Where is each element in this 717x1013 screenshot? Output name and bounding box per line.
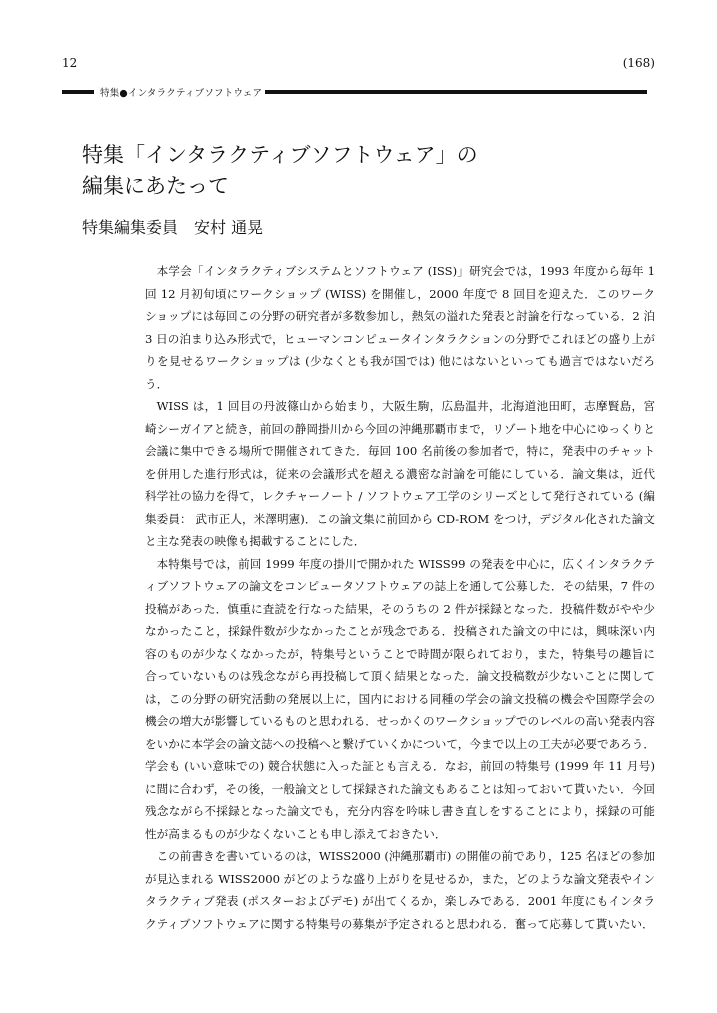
section-label: 特集●インタラクティブソフトウェア [100,88,263,99]
paragraph: WISS は，1 回目の丹波篠山から始まり，大阪生駒，広島温井，北海道池田町，志摩賢島，宮崎シーガイアと続き，前回の静岡掛川から今回の沖縄那覇市まで，リゾート地を中心にゆっくりと会議に集中できる場所で開催されてきた．毎回 100 名前後の参加者で，特に，発表中のチャットを併用した進行形式は，従来の会議形式を超える濃密な討論を可能にしている．論文集は，近代科学社の協力を得て，レクチャーノート / ソフトウェア工学のシリーズとして発行されている (編集委員： 武市正人，米澤明憲)．この論文集に前回から CD-ROM をつけ，デジタル化された論文と主な発表の映像も掲載することにした． [145,399,655,548]
author-role: 特集編集委員 [82,218,179,237]
page-reference: (168) [622,56,655,70]
header-rule-left [62,90,94,94]
paragraph: 本特集号では，前回 1999 年度の掛川で開かれた WISS99 の発表を中心に，広くインタラクティブソフトウェアの論文をコンピュータソフトウェアの誌上を通して公募した．その結果，7 件の投稿があった．慎重に査読を行なった結果，そのうちの 2 件が採録となった．投稿件数がやや少なかったこと，採録件数が少なかったことが残念である．投稿された論文の中には，興味深い内容のものが少なくなかったが，特集号ということで時間が限られており，また，特集号の趣旨に合っていないものは残念ながら再投稿して頂く結果となった．論文投稿数が少ないことに関しては，この分野の研究活動の発展以上に，国内における同種の学会の論文投稿の機会や国際学会の機会の増大が影響しているものと思われる．せっかくのワークショップでのレベルの高い発表内容をいかに本学会の論文誌への投稿へと繋げていくかについて，今まで以上の工夫が必要であろう．学会も (いい意味での) 競合状態に入った証とも言える．なお，前回の特集号 (1999 年 11 月号) に間に合わず，その後，一般論文として採録された論文もあることは知っておいて貰いたい．今回残念ながら不採録となった論文でも，充分内容を吟味し書き直しをすることにより，採録の可能性が高まるものが少なくないことも申し添えておきたい． [145,556,656,841]
author-name: 安村 通晃 [194,218,264,237]
paragraph: 本学会「インタラクティブシステムとソフトウェア (ISS)」研究会では，1993 年度から毎年 1 回 12 月初旬頃にワークショップ (WISS) を開催し，2000 年度で 8 回目を迎えた．このワークショップには毎回この分野の研究者が多数参加し，熱気の溢れた発表と討論を行なっている．2 泊 3 日の泊まり込み形式で，ヒューマンコンピュータインタラクションの分野でこれほどの盛り上がりを見せるワークショップは (少なくとも我が国では) 他にはないといっても過言ではないだろう． [145,264,655,391]
paragraph: この前書きを書いているのは，WISS2000 (沖縄那覇市) の開催の前であり，125 名ほどの参加が見込まれる WISS2000 がどのような盛り上がりを見せるか，また，どのような論文発表やインタラクティブ発表 (ポスターおよびデモ) が出てくるか，楽しみである．2001 年度にもインタラクティブソフトウェアに関する特集号の募集が予定されると思われる．奮って応募して貰いたい． [145,849,655,931]
author-line [82,215,263,238]
article-title-line-1: 特集「インタラクティブソフトウェア」の [82,143,478,167]
article-title-line-2: 編集にあたって [82,174,229,198]
page-number: 12 [62,56,78,70]
section-header [62,85,647,99]
article-title [82,140,642,202]
article-body [145,260,655,935]
header-rule-right [265,90,647,94]
